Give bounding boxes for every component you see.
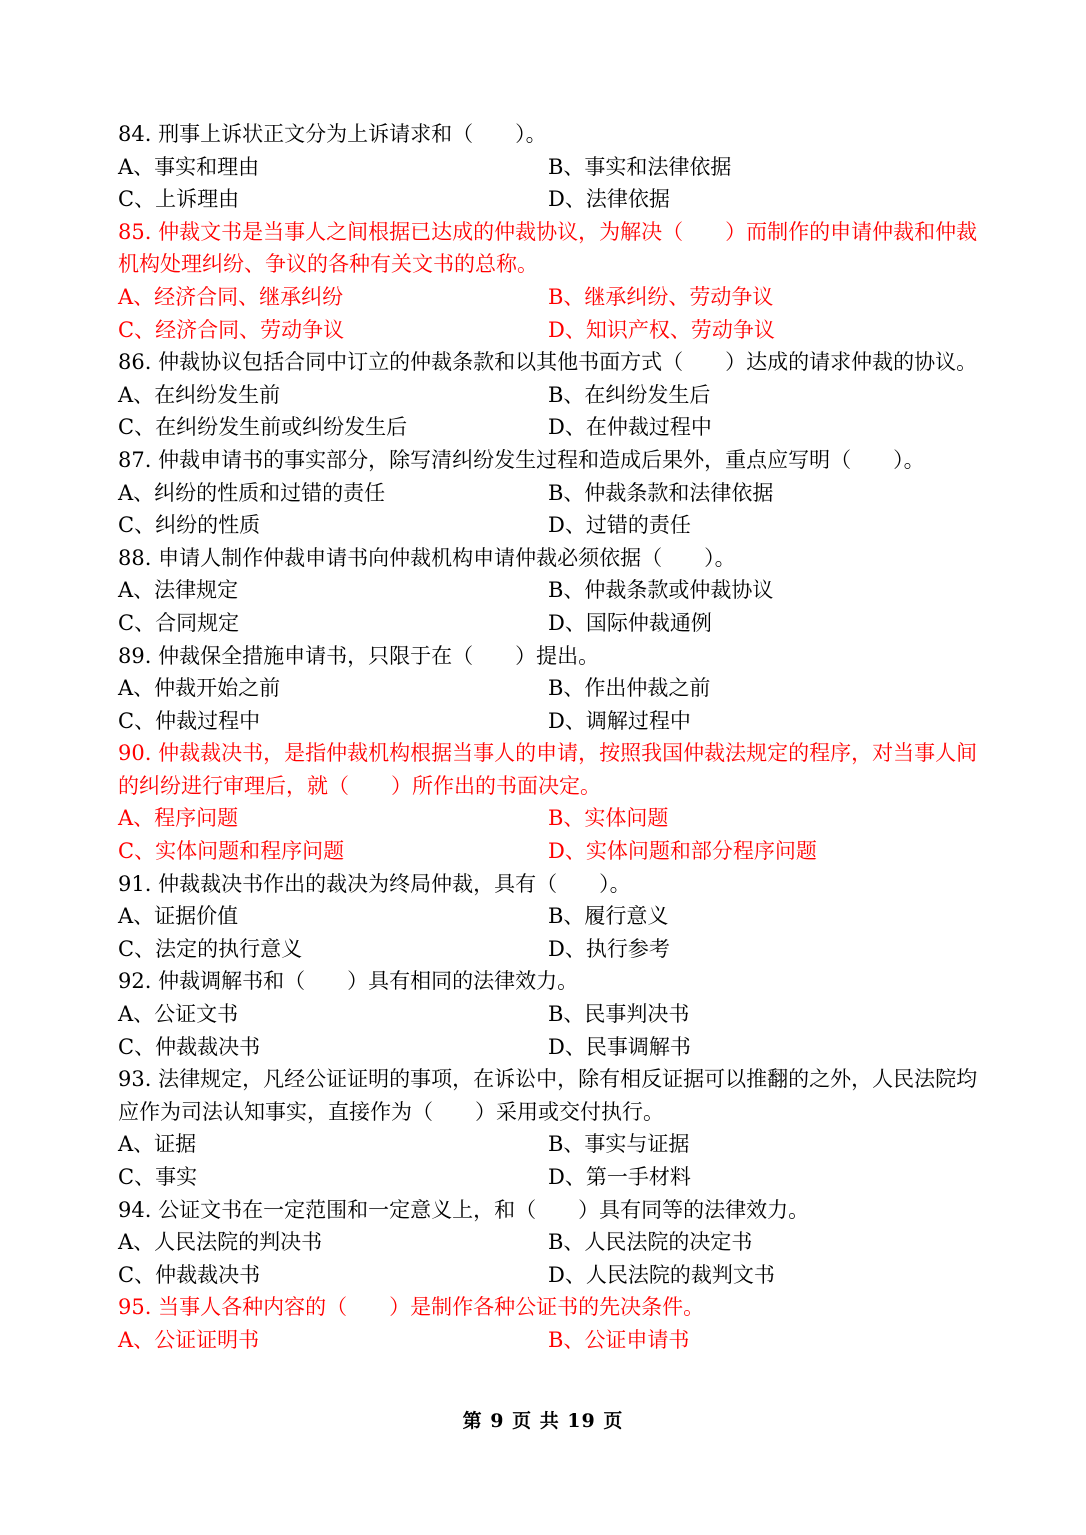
answer-option: A、纠纷的性质和过错的责任 — [118, 480, 386, 505]
option-grid — [118, 1324, 978, 1357]
question-stem: 仲裁调解书和（ ）具有相同的法律效力。 — [158, 969, 579, 994]
answer-option: B、在纠纷发生后 — [548, 382, 711, 407]
option-grid — [118, 574, 978, 639]
question-number: 95. — [118, 1295, 152, 1320]
answer-option: C、经济合同、劳动争议 — [118, 317, 345, 342]
question-stem: 刑事上诉状正文分为上诉请求和（ ）。 — [158, 122, 547, 146]
answer-option: B、实体问题 — [548, 806, 669, 831]
question-number: 88. — [118, 545, 152, 570]
answer-option: C、合同规定 — [118, 610, 240, 635]
answer-option: C、法定的执行意义 — [118, 936, 303, 961]
question-number: 90. — [118, 741, 152, 766]
question-block — [118, 868, 978, 966]
question-block — [118, 118, 978, 216]
answer-option: A、人民法院的判决书 — [118, 1230, 323, 1255]
answer-option: B、作出仲裁之前 — [548, 676, 711, 701]
question-text — [118, 346, 978, 379]
question-text — [118, 444, 978, 477]
answer-option: B、事实和法律依据 — [548, 154, 732, 179]
option-grid — [118, 900, 978, 965]
answer-option: D、实体问题和部分程序问题 — [548, 839, 817, 864]
question-block — [118, 346, 978, 444]
answer-option: C、仲裁过程中 — [118, 708, 261, 733]
question-stem: 仲裁文书是当事人之间根据已达成的仲裁协议，为解决（ ）而制作的申请仲裁和仲裁机构处理纠纷、争议的各种有关文书的总称。 — [118, 219, 978, 277]
answer-option: B、民事判决书 — [548, 1002, 690, 1027]
answer-option: B、人民法院的决定书 — [548, 1230, 753, 1255]
answer-option: C、事实 — [118, 1165, 198, 1189]
question-block — [118, 1063, 978, 1193]
question-text — [118, 868, 978, 901]
answer-option: B、继承纠纷、劳动争议 — [548, 284, 774, 309]
question-number: 92. — [118, 969, 152, 994]
answer-option: A、事实和理由 — [118, 154, 260, 179]
answer-option: A、在纠纷发生前 — [118, 382, 281, 407]
question-list — [118, 118, 978, 1357]
answer-option: A、经济合同、继承纠纷 — [118, 284, 344, 309]
option-grid — [118, 1128, 978, 1193]
answer-option: C、仲裁裁决书 — [118, 1262, 261, 1287]
question-block — [118, 216, 978, 346]
answer-option: D、法律依据 — [548, 187, 670, 212]
question-number: 84. — [118, 122, 152, 146]
question-stem: 公证文书在一定范围和一定意义上，和（ ）具有同等的法律效力。 — [158, 1197, 810, 1222]
answer-option: D、过错的责任 — [548, 513, 691, 538]
question-text — [118, 640, 978, 673]
question-block — [118, 737, 978, 867]
question-block — [118, 1291, 978, 1356]
option-grid — [118, 477, 978, 542]
answer-option: C、仲裁裁决书 — [118, 1034, 261, 1059]
answer-option: C、实体问题和程序问题 — [118, 839, 345, 864]
question-text — [118, 1194, 978, 1227]
question-text — [118, 965, 978, 998]
answer-option: A、证据 — [118, 1132, 197, 1157]
question-stem: 法律规定，凡经公证证明的事项，在诉讼中，除有相反证据可以推翻的之外，人民法院均应作为司法认知事实，直接作为（ ）采用或交付执行。 — [118, 1067, 978, 1124]
question-stem: 仲裁保全措施申请书，只限于在（ ）提出。 — [158, 643, 600, 668]
answer-option: D、知识产权、劳动争议 — [548, 317, 775, 342]
answer-option: D、民事调解书 — [548, 1034, 691, 1059]
answer-option: A、公证文书 — [118, 1002, 239, 1027]
answer-option: B、事实与证据 — [548, 1132, 690, 1157]
question-block — [118, 965, 978, 1063]
question-stem: 仲裁协议包括合同中订立的仲裁条款和以其他书面方式（ ）达成的请求仲裁的协议。 — [158, 350, 978, 375]
answer-option: B、履行意义 — [548, 904, 669, 929]
question-text — [118, 542, 978, 575]
answer-option: C、纠纷的性质 — [118, 513, 261, 538]
question-block — [118, 542, 978, 640]
answer-option: A、程序问题 — [118, 806, 239, 831]
question-text — [118, 1291, 978, 1324]
question-number: 93. — [118, 1067, 152, 1092]
answer-option: A、公证证明书 — [118, 1327, 260, 1352]
question-stem: 仲裁裁决书，是指仲裁机构根据当事人的申请，按照我国仲裁法规定的程序，对当事人间的纠纷进行审理后，就（ ）所作出的书面决定。 — [118, 741, 978, 798]
option-grid — [118, 802, 978, 867]
option-grid — [118, 1226, 978, 1291]
answer-option: D、人民法院的裁判文书 — [548, 1262, 775, 1287]
question-number: 89. — [118, 643, 152, 668]
option-grid — [118, 672, 978, 737]
question-number: 94. — [118, 1197, 152, 1222]
option-grid — [118, 281, 978, 346]
answer-option: D、调解过程中 — [548, 708, 691, 733]
answer-option: D、第一手材料 — [548, 1165, 691, 1189]
answer-option: A、证据价值 — [118, 904, 239, 929]
answer-option: D、在仲裁过程中 — [548, 415, 712, 440]
question-stem: 申请人制作仲裁申请书向仲裁机构申请仲裁必须依据（ ）。 — [158, 545, 736, 570]
answer-option: C、上诉理由 — [118, 187, 240, 212]
option-grid — [118, 379, 978, 444]
question-block — [118, 1194, 978, 1292]
question-text — [118, 1063, 978, 1128]
answer-option: A、法律规定 — [118, 578, 239, 603]
option-grid — [118, 151, 978, 216]
question-number: 86. — [118, 350, 152, 375]
option-grid — [118, 998, 978, 1063]
answer-option: B、仲裁条款或仲裁协议 — [548, 578, 774, 603]
answer-option: C、在纠纷发生前或纠纷发生后 — [118, 415, 408, 440]
question-stem: 仲裁裁决书作出的裁决为终局仲裁，具有（ ）。 — [158, 871, 631, 896]
answer-option: B、仲裁条款和法律依据 — [548, 480, 774, 505]
question-stem: 仲裁申请书的事实部分，除写清纠纷发生过程和造成后果外，重点应写明（ ）。 — [158, 447, 925, 472]
question-text — [118, 118, 978, 151]
answer-option: D、国际仲裁通例 — [548, 610, 712, 635]
page-footer: 第 9 页 共 19 页 — [462, 1410, 624, 1432]
question-number: 87. — [118, 447, 152, 472]
question-number: 91. — [118, 871, 152, 896]
question-stem: 当事人各种内容的（ ）是制作各种公证书的先决条件。 — [158, 1295, 705, 1320]
question-block — [118, 444, 978, 542]
question-text — [118, 737, 978, 802]
question-block — [118, 640, 978, 738]
answer-option: A、仲裁开始之前 — [118, 676, 281, 701]
question-number: 85. — [118, 219, 152, 244]
answer-option: B、公证申请书 — [548, 1327, 690, 1352]
answer-option: D、执行参考 — [548, 936, 670, 961]
question-text — [118, 216, 978, 281]
